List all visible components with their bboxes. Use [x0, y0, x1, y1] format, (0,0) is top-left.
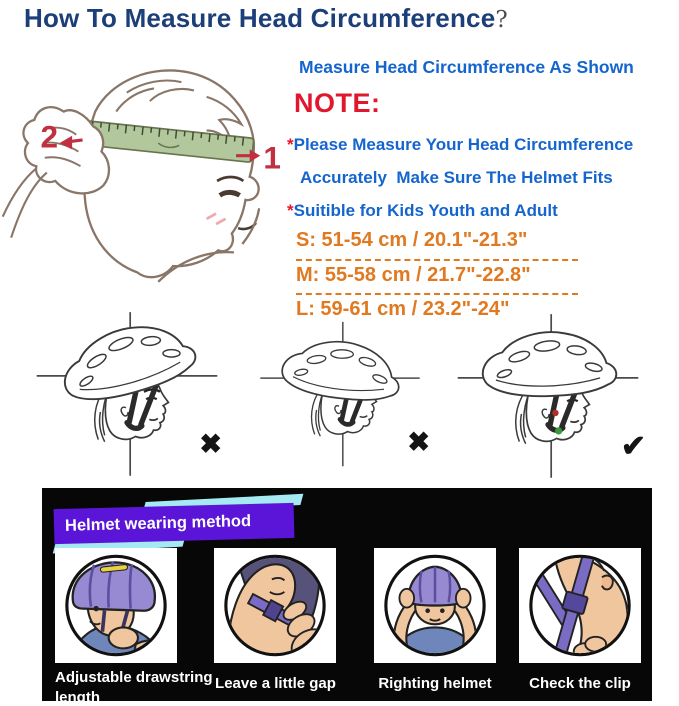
size-row-s: S: 51-54 cm / 20.1"-21.3" — [296, 229, 528, 251]
asterisk: * — [287, 201, 294, 220]
helmet-level — [483, 332, 617, 396]
fit-example-tilted-back — [22, 310, 232, 480]
step-caption-adjust-drawstring: Adjustable drawstring length — [55, 669, 213, 706]
page-title — [24, 3, 508, 34]
note-line-2: Accurately Make Sure The Helmet Fits — [300, 168, 613, 187]
size-row-l: L: 59-61 cm / 23.2"-24" — [296, 298, 510, 320]
step-card-check-clip — [519, 548, 641, 663]
fit-example-correct — [436, 312, 660, 482]
buckle-green-dot — [555, 427, 562, 434]
asterisk: * — [287, 135, 294, 154]
baby-measure-svg — [0, 38, 285, 306]
incorrect-x-mark: ✖ — [199, 429, 222, 459]
fit-example-tilted-forward — [246, 320, 434, 470]
helmet-tilted-back — [55, 314, 200, 408]
helmet-tilted-forward — [279, 333, 404, 407]
banner-title: Helmet wearing method — [54, 503, 295, 544]
correct-check-mark: ✔ — [620, 430, 646, 463]
leave-gap-icon — [214, 548, 336, 663]
title-question-mark: ? — [495, 7, 508, 33]
step-caption-leave-gap: Leave a little gap — [215, 675, 336, 692]
step-caption-righting-helmet: Righting helmet — [378, 675, 492, 692]
note-label: NOTE: — [294, 88, 381, 118]
step-card-adjust-drawstring — [55, 548, 177, 663]
page-title-text: How To Measure Head Circumference — [24, 3, 496, 33]
svg-text:1: 1 — [263, 139, 281, 176]
note-line-3 — [287, 201, 558, 221]
step-caption-check-clip: Check the clip — [529, 675, 631, 692]
step-card-leave-gap — [214, 548, 336, 663]
righting-helmet-icon — [374, 548, 496, 663]
dashed-divider — [296, 293, 578, 295]
wearing-method-panel — [42, 488, 652, 706]
note-line-1 — [287, 135, 633, 155]
dashed-divider — [296, 259, 578, 261]
measuring-tape-illustration — [0, 38, 285, 306]
check-clip-icon — [519, 548, 641, 663]
size-row-m: M: 55-58 cm / 21.7"-22.8" — [296, 264, 531, 286]
shown-line: Measure Head Circumference As Shown — [299, 57, 634, 77]
adjust-drawstring-icon — [55, 548, 177, 663]
note-line-3-text: Suitible for Kids Youth and Adult — [293, 201, 558, 220]
incorrect-x-mark: ✖ — [407, 427, 430, 457]
note-line-1-text: Please Measure Your Head Circumference — [293, 135, 634, 154]
step-card-righting-helmet — [374, 548, 496, 663]
svg-text:2: 2 — [40, 118, 59, 155]
strap-red-dot — [552, 410, 558, 416]
helmet-fit-svg-2 — [246, 320, 434, 470]
wearing-method-banner — [52, 496, 312, 554]
